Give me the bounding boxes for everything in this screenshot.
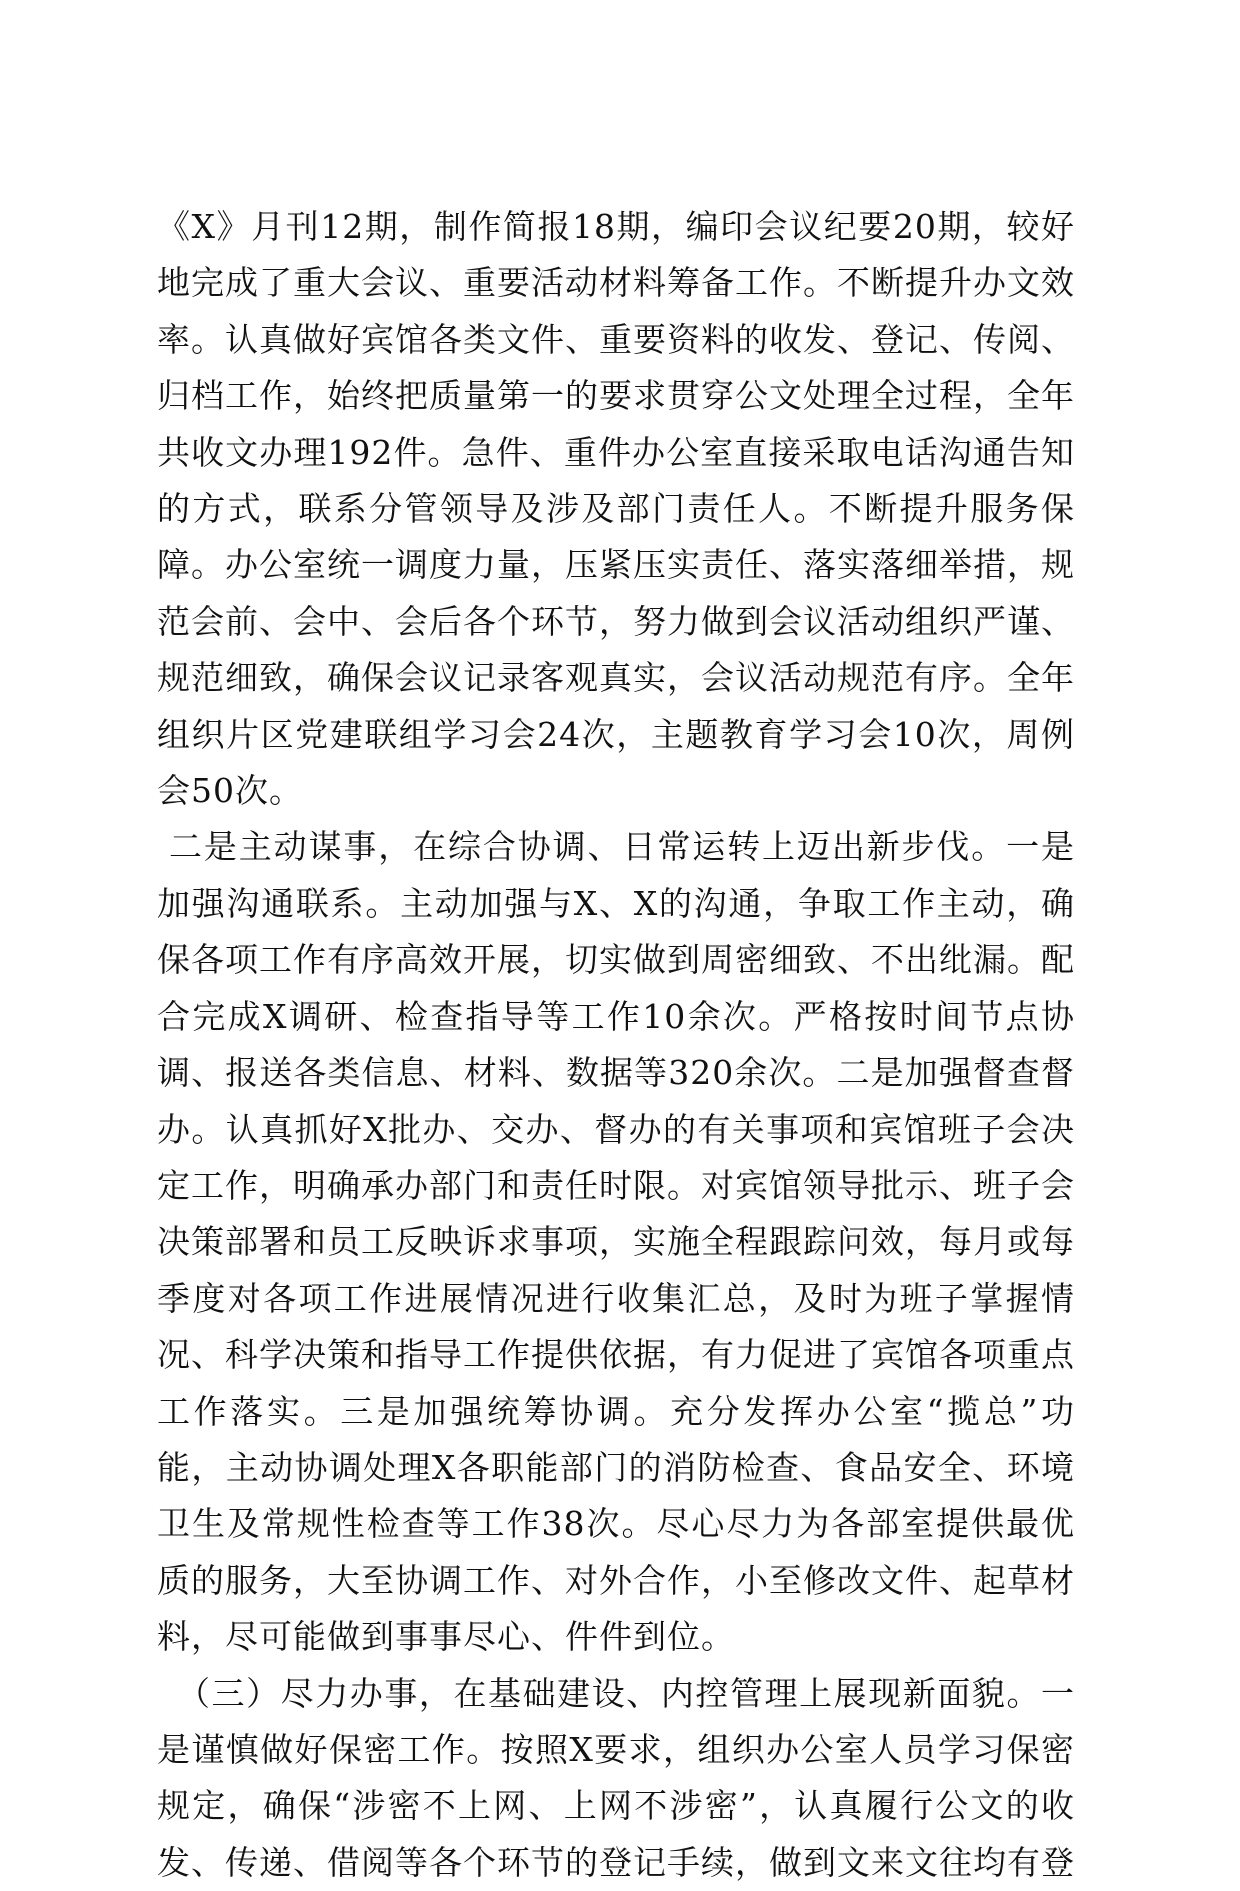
paragraph-internal-control-text: 一是谨慎做好保密工作。按照X要求，组织办公室人员学习保密规定，确保“涉密不上网、上网不涉密”，认真履行公文的收发、传递、借阅等各个环节的登记手续，做到文来文往均有登: [157, 1673, 1075, 1882]
section-heading-three: （三）尽力办事，在基础建设、内控管理上展现新面貌。: [177, 1673, 1041, 1713]
paragraph-office-work: 《X》月刊12期，制作简报18期，编印会议纪要20期，较好地完成了重大会议、重要活动材料筹备工作。不断提升办文效率。认真做好宾馆各类文件、重要资料的收发、登记、传阅、归档工作，始终把质量第一的要求贯穿公文处理全过程，全年共收文办理192件。急件、重件办公室直接采取电话沟通告知的方式，联系分管领导及涉及部门责任人。不断提升服务保障。办公室统一调度力量，压紧压实责任、落实落细举措，规范会前、会中、会后各个环节，努力做到会议活动组织严谨、规范细致，确保会议记录客观真实，会议活动规范有序。全年组织片区党建联组学习会24次，主题教育学习会10次，周例会50次。: [157, 207, 1075, 811]
paragraph-coordination: 二是主动谋事，在综合协调、日常运转上迈出新步伐。一是加强沟通联系。主动加强与X、X的沟通，争取工作主动，确保各项工作有序高效开展，切实做到周密细致、不出纰漏。配合完成X调研、检查指导等工作10余次。严格按时间节点协调、报送各类信息、材料、数据等320余次。二是加强督查督办。认真抓好X批办、交办、督办的有关事项和宾馆班子会决定工作，明确承办部门和责任时限。对宾馆领导批示、班子会决策部署和员工反映诉求事项，实施全程跟踪问效，每月或每季度对各项工作进展情况进行收集汇总，及时为班子掌握情况、科学决策和指导工作提供依据，有力促进了宾馆各项重点工作落实。三是加强统筹协调。充分发挥办公室“揽总”功能，主动协调处理X各职能部门的消防检查、食品安全、环境卫生及常规性检查等工作38次。尽心尽力为各部室提供最优质的服务，大至协调工作、对外合作，小至修改文件、起草材料，尽可能做到事事尽心、件件到位。: [157, 827, 1075, 1657]
body-text: [157, 199, 1075, 1891]
paragraph-internal-control: [157, 1666, 1075, 1891]
